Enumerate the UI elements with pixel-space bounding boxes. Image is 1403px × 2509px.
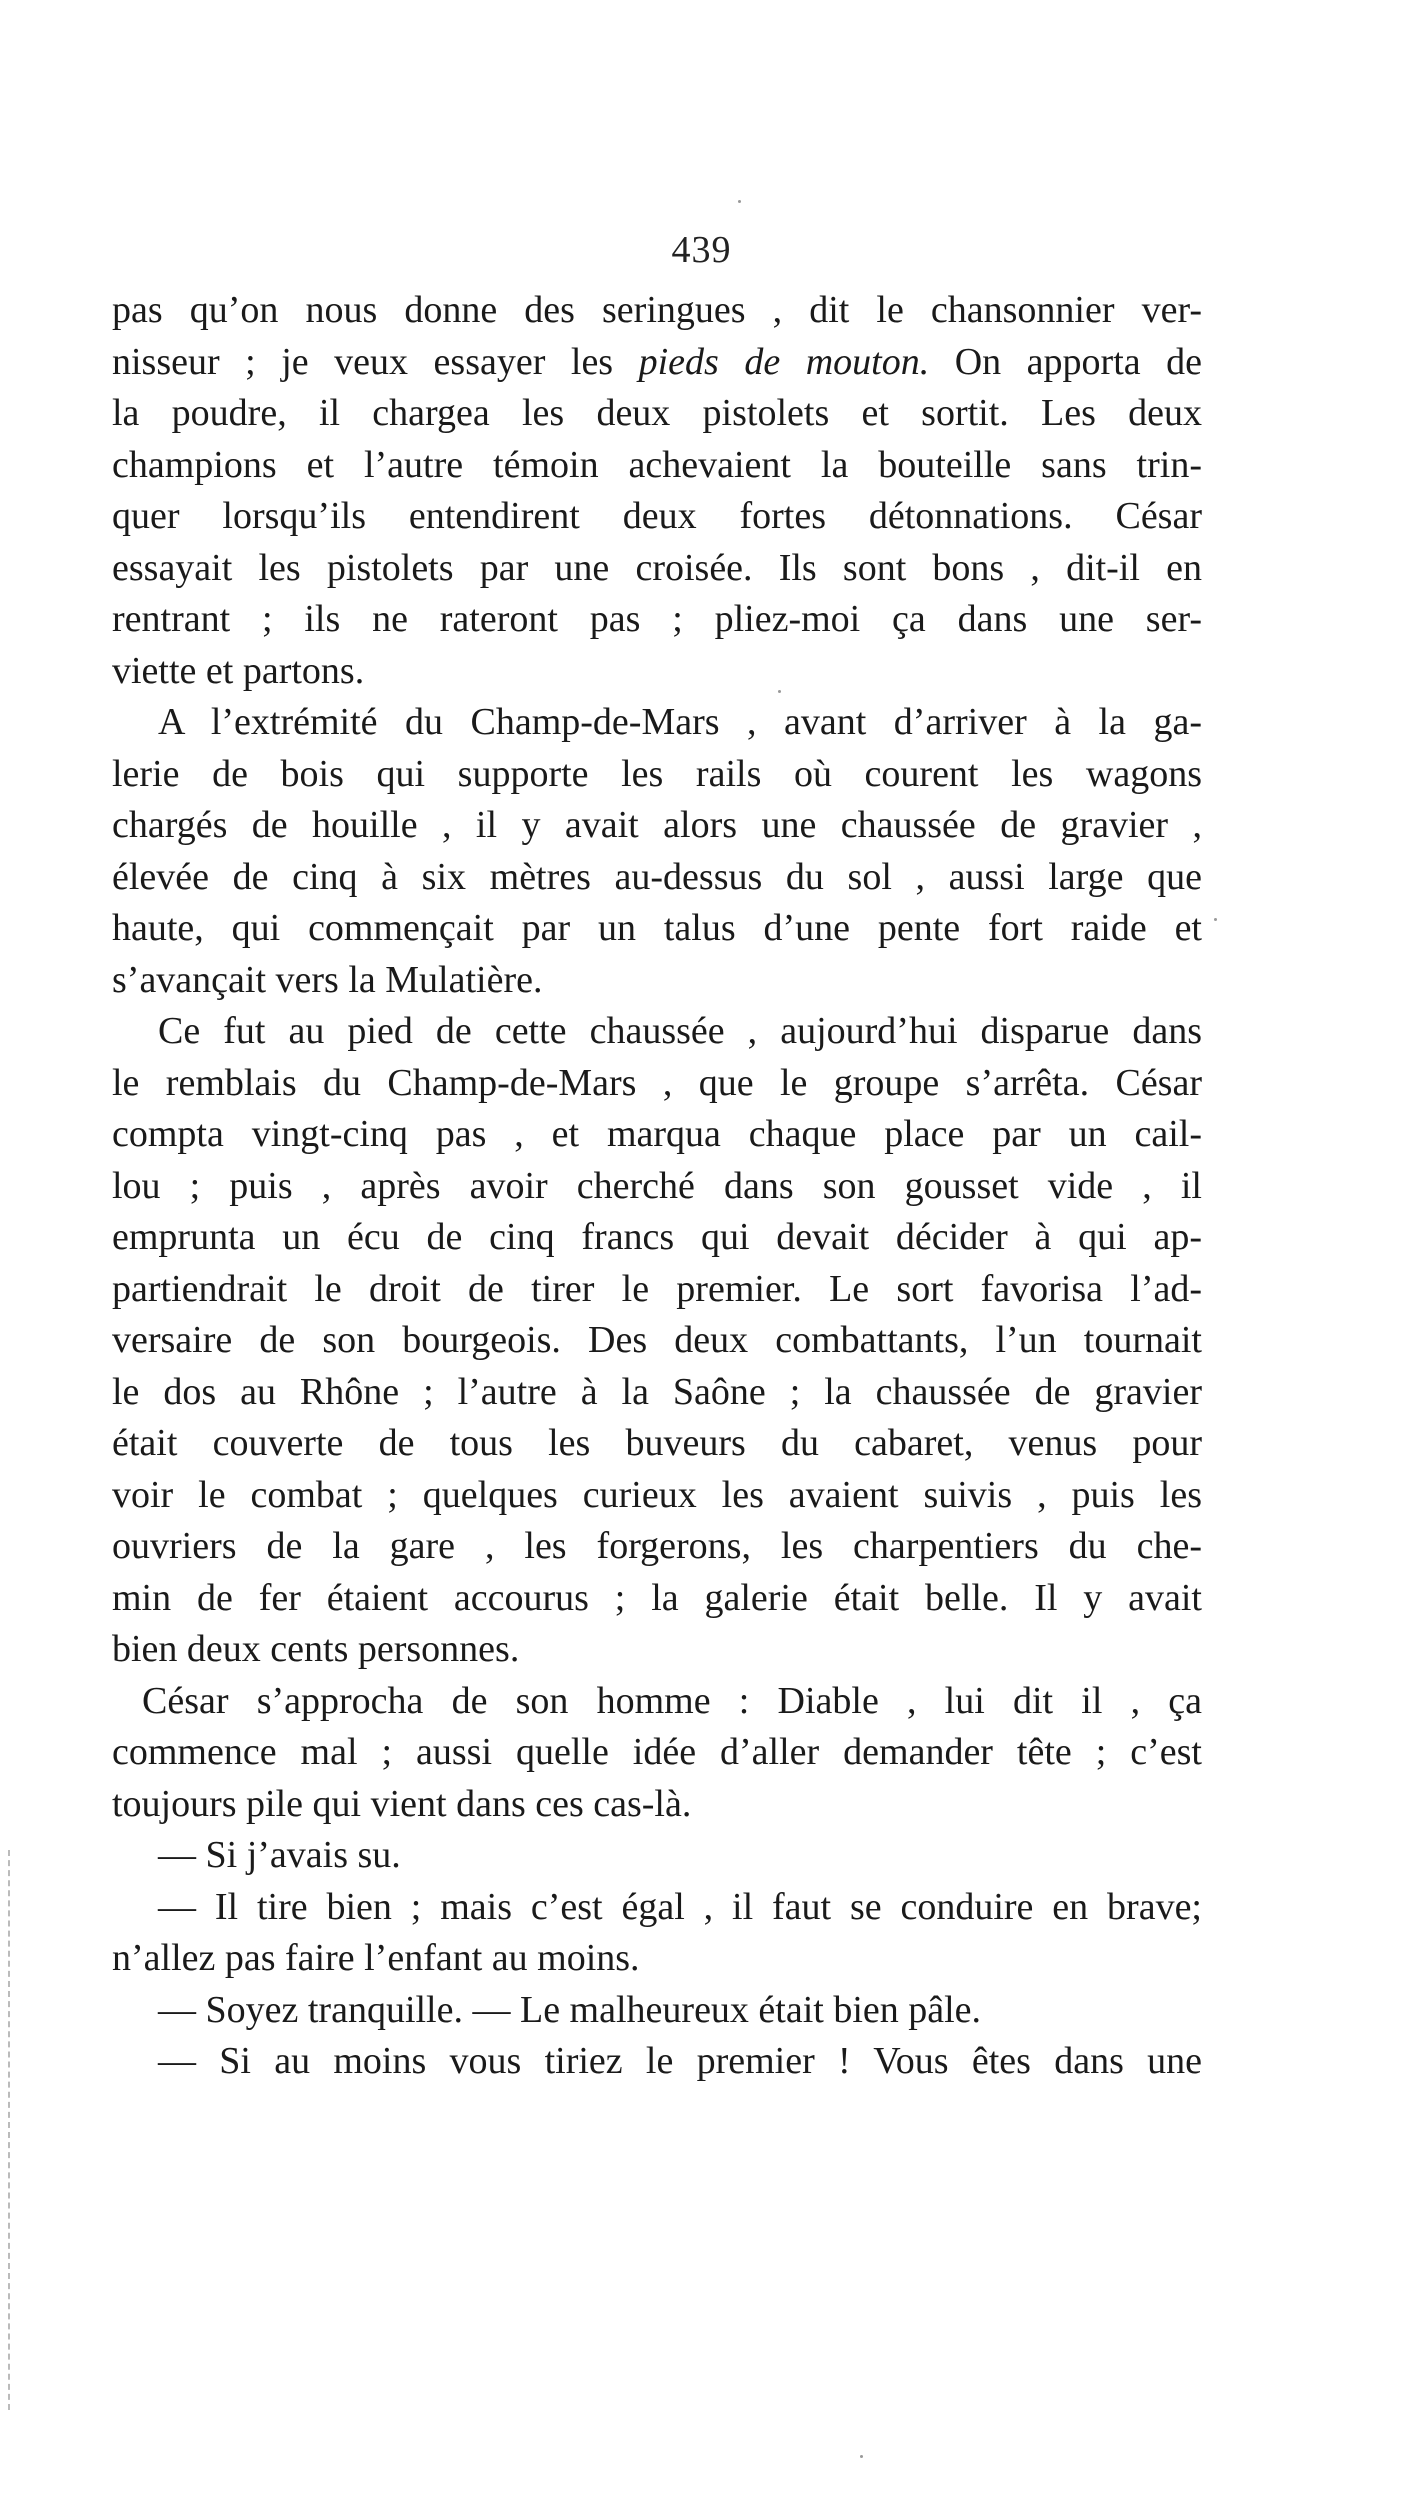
- text-line: compta vingt-cinq pas , et marqua chaque place par un cail-: [112, 1113, 1202, 1155]
- dialogue-line: — Soyez tranquille. — Le malheureux était bien pâle.: [158, 1988, 982, 2031]
- dialogue-line: — Si j’avais su.: [158, 1834, 401, 1876]
- text-line: partiendrait le droit de tirer le premier. Le sort favorisa l’ad-: [112, 1267, 1202, 1310]
- text-line: la poudre, il chargea les deux pistolets et sortit. Les deux: [112, 392, 1202, 434]
- text-line: viette et partons.: [112, 649, 365, 692]
- text-line: était couverte de tous les buveurs du cabaret, venus pour: [112, 1422, 1202, 1464]
- text-line: A l’extrémité du Champ-de-Mars , avant d’arriver à la ga-: [158, 701, 1202, 743]
- text-line: pas qu’on nous donne des seringues , dit le chansonnier ver-: [112, 289, 1202, 331]
- text-line: lou ; puis , après avoir cherché dans son gousset vide , il: [112, 1164, 1202, 1207]
- text-line: essayait les pistolets par une croisée. Ils sont bons , dit-il en: [112, 546, 1202, 589]
- scan-speck: [860, 2455, 863, 2458]
- scan-speck: [738, 200, 741, 203]
- text-line: chargés de houille , il y avait alors une chaussée de gravier ,: [112, 804, 1202, 846]
- text-line: min de fer étaient accourus ; la galerie était belle. Il y avait: [112, 1576, 1202, 1619]
- text-line: ouvriers de la gare , les forgerons, les charpentiers du che-: [112, 1525, 1202, 1567]
- text-line: bien deux cents personnes.: [112, 1628, 520, 1670]
- text-line: haute, qui commençait par un talus d’une pente fort raide et: [112, 907, 1202, 949]
- text-line: César s’approcha de son homme : Diable , lui dit il , ça: [142, 1679, 1202, 1722]
- text-line: voir le combat ; quelques curieux les avaient suivis , puis les: [112, 1473, 1202, 1516]
- scan-margin-artifact: [8, 1850, 16, 2410]
- text-line: commence mal ; aussi quelle idée d’aller demander tête ; c’est: [112, 1731, 1202, 1773]
- dialogue-line: — Il tire bien ; mais c’est égal , il faut se conduire en brave;: [158, 1885, 1202, 1928]
- text-line: s’avançait vers la Mulatière.: [112, 958, 543, 1001]
- text-line: versaire de son bourgeois. Des deux combattants, l’un tournait: [112, 1319, 1202, 1361]
- text-line: toujours pile qui vient dans ces cas-là.: [112, 1782, 692, 1825]
- text-line: nisseur ; je veux essayer les pieds de mouton. On apporta de: [112, 340, 1203, 383]
- text-line: le dos au Rhône ; l’autre à la Saône ; la chaussée de gravier: [112, 1370, 1202, 1413]
- text-line: champions et l’autre témoin achevaient la bouteille sans trin-: [112, 443, 1202, 486]
- text-line: Ce fut au pied de cette chaussée , aujourd’hui disparue dans: [158, 1010, 1202, 1052]
- dialogue-line: — Si au moins vous tiriez le premier ! Vous êtes dans une: [158, 2040, 1202, 2082]
- text-line: élevée de cinq à six mètres au-dessus du sol , aussi large que: [112, 855, 1202, 898]
- text-line: quer lorsqu’ils entendirent deux fortes détonnations. César: [112, 495, 1202, 537]
- text-line: n’allez pas faire l’enfant au moins.: [112, 1937, 640, 1979]
- scan-speck: [778, 690, 781, 693]
- text-line: rentrant ; ils ne rateront pas ; pliez-moi ça dans une ser-: [112, 598, 1202, 640]
- italic-phrase: pieds de mouton.: [638, 340, 930, 383]
- scan-speck: [1214, 918, 1217, 921]
- text-line: lerie de bois qui supporte les rails où courent les wagons: [112, 752, 1202, 795]
- page-number: 439: [671, 229, 732, 271]
- body-text: [112, 285, 1202, 2088]
- text-line: le remblais du Champ-de-Mars , que le groupe s’arrêta. César: [112, 1061, 1202, 1104]
- text-line: emprunta un écu de cinq francs qui devait décider à qui ap-: [112, 1216, 1202, 1258]
